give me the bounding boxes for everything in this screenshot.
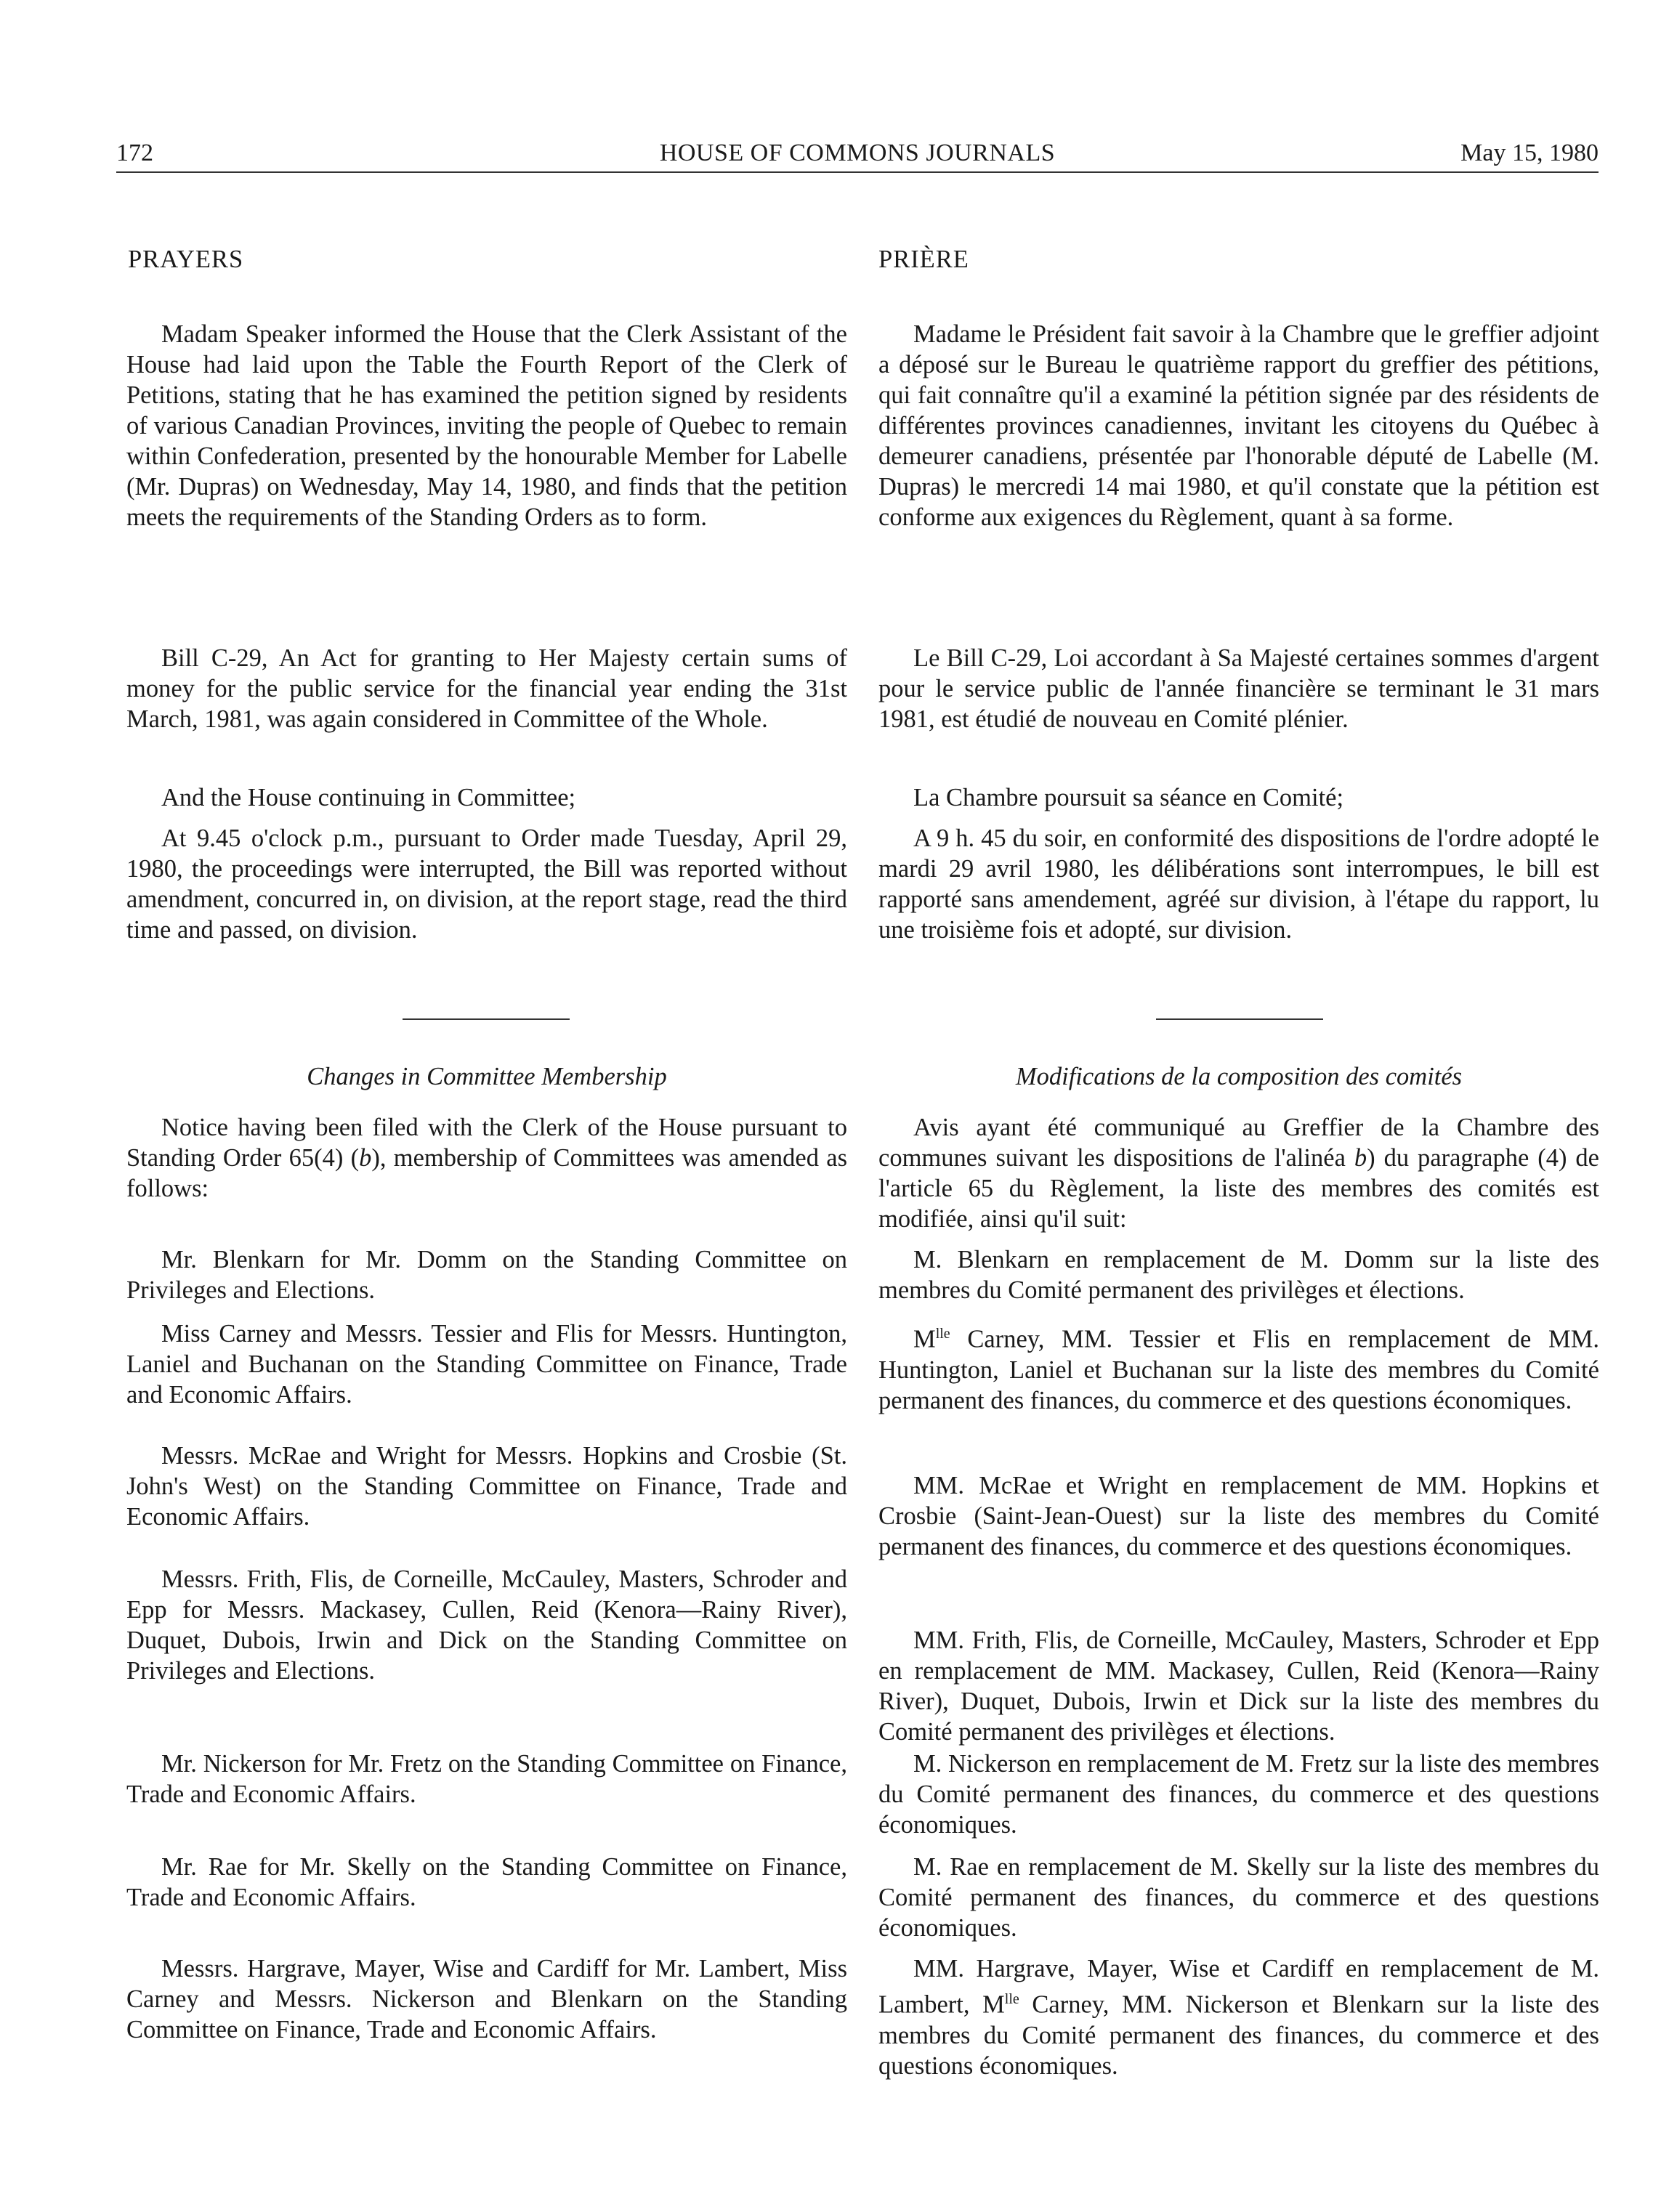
- prayers-heading: PRAYERS: [128, 246, 244, 273]
- membership-change-6-fr: M. Rae en remplacement de M. Skelly sur la liste des membres du Comité permanent des finances, du commerce et des questions économiques.: [878, 1853, 1599, 1942]
- proceedings-interrupted-paragraph-fr: A 9 h. 45 du soir, en conformité des dispositions de l'ordre adopté le mardi 29 avril 1980, les délibérations sont interrompues, le bill est rapporté sans amendement, agréé sur division, à l'étape du rapport, lu une troisième fois et adopté, sur division.: [878, 825, 1599, 944]
- notice-text-start: Notice having been filed with the Clerk of the House pursuant to Standing Order 65(4) (: [126, 1114, 847, 1172]
- membership-change-1-fr: M. Blenkarn en remplacement de M. Domm sur la liste des membres du Comité permanent des privilèges et élections.: [878, 1246, 1599, 1304]
- title-abbrev: M: [913, 1325, 936, 1353]
- notice-paragraph: [126, 1112, 847, 1204]
- page-date: May 15, 1980: [1460, 139, 1599, 166]
- membership-change-3-fr: MM. McRae et Wright en remplacement de MM. Hopkins et Crosbie (Saint-Jean-Ouest) sur la liste des membres du Comité permanent des finances, du commerce et des questions économiques.: [878, 1472, 1599, 1560]
- notice-clause-letter: b: [359, 1144, 372, 1172]
- membership-change-6: Mr. Rae for Mr. Skelly on the Standing Committee on Finance, Trade and Economic Affairs.: [126, 1853, 847, 1911]
- changes-heading-fr: Modifications de la composition des comités: [1015, 1063, 1463, 1090]
- page-number: 172: [116, 139, 153, 166]
- committee-continuing-paragraph-fr: La Chambre poursuit sa séance en Comité;: [913, 784, 1344, 811]
- membership-change-4: Messrs. Frith, Flis, de Corneille, McCauley, Masters, Schroder and Epp for Messrs. Mackasey, Cullen, Reid (Kenora—Rainy River), Duquet, Dubois, Irwin and Dick on the Standing Committee on Privileges and Elections.: [126, 1565, 847, 1685]
- membership-change-5: Mr. Nickerson for Mr. Fretz on the Standing Committee on Finance, Trade and Economic Affairs.: [126, 1750, 847, 1808]
- section-divider-fr: [1156, 1018, 1323, 1020]
- membership-change-5-fr: M. Nickerson en remplacement de M. Fretz sur la liste des membres du Comité permanent des finances, du commerce et des questions économiques.: [878, 1750, 1599, 1839]
- notice-text-end: ), membership of Committees was amended as follows:: [126, 1144, 847, 1202]
- membership-change-7-fr: [878, 1953, 1599, 2081]
- notice-text-start-fr: Avis ayant été communiqué au Greffier de la Chambre des communes suivant les dispositions de l'alinéa: [878, 1114, 1599, 1172]
- membership-change-3: Messrs. McRae and Wright for Messrs. Hopkins and Crosbie (St. John's West) on the Standing Committee on Finance, Trade and Economic Affairs.: [126, 1442, 847, 1531]
- membership-change-1: Mr. Blenkarn for Mr. Domm on the Standing Committee on Privileges and Elections.: [126, 1246, 847, 1304]
- notice-clause-letter-fr: b: [1354, 1144, 1367, 1172]
- english-column: [126, 0, 847, 2212]
- proceedings-interrupted-paragraph: At 9.45 o'clock p.m., pursuant to Order made Tuesday, April 29, 1980, the proceedings were interrupted, the Bill was reported without amendment, concurred in, on division, at the report stage, read the third time and passed, on division.: [126, 825, 847, 944]
- membership-change-2-fr: [878, 1318, 1599, 1416]
- committee-continuing-paragraph: And the House continuing in Committee;: [161, 784, 576, 811]
- section-divider: [403, 1018, 570, 1020]
- title-superscript: lle: [935, 1326, 950, 1342]
- bill-c29-paragraph: Bill C-29, An Act for granting to Her Majesty certain sums of money for the public service for the financial year ending the 31st March, 1981, was again considered in Committee of the Whole.: [126, 644, 847, 733]
- journal-title: HOUSE OF COMMONS JOURNALS: [659, 139, 1056, 166]
- notice-paragraph-fr: [878, 1112, 1599, 1234]
- membership-change-2: Miss Carney and Messrs. Tessier and Flis for Messrs. Huntington, Laniel and Buchanan on the Standing Committee on Finance, Trade and Economic Affairs.: [126, 1320, 847, 1409]
- speaker-petition-paragraph: Madam Speaker informed the House that the Clerk Assistant of the House had laid upon the Table the Fourth Report of the Clerk of Petitions, stating that he has examined the petition signed by residents of various Canadian Provinces, inviting the people of Quebec to remain within Confederation, presented by the honourable Member for Labelle (Mr. Dupras) on Wednesday, May 14, 1980, and finds that the petition meets the requirements of the Standing Orders as to form.: [126, 320, 847, 531]
- priere-heading: PRIÈRE: [878, 246, 969, 273]
- membership-change-2-text: Carney, MM. Tessier et Flis en remplacement de MM. Huntington, Laniel et Buchanan sur la liste des membres du Comité permanent des finances, du commerce et des questions économiques.: [878, 1325, 1599, 1414]
- bill-c29-paragraph-fr: Le Bill C-29, Loi accordant à Sa Majesté certaines sommes d'argent pour le service public de l'année financière se terminant le 31 mars 1981, est étudié de nouveau en Comité plénier.: [878, 644, 1599, 733]
- membership-change-7-start: MM. Hargrave, Mayer, Wise et Cardiff en remplacement de M. Lambert, M: [878, 1955, 1599, 2019]
- french-column: [878, 0, 1599, 2212]
- title-superscript-2: lle: [1004, 1991, 1019, 2007]
- president-petition-paragraph: Madame le Président fait savoir à la Chambre que le greffier adjoint a déposé sur le Bureau le quatrième rapport du greffier des pétitions, qui fait connaître qu'il a examiné la pétition signée par des résidents de différentes provinces canadiennes, invitant les citoyens du Québec à demeurer canadiens, présentée par l'honorable député de Labelle (M. Dupras) le mercredi 14 mai 1980, et qu'il constate que la pétition est conforme aux exigences du Règlement, quant à sa forme.: [878, 320, 1599, 531]
- changes-heading: Changes in Committee Membership: [307, 1063, 667, 1090]
- membership-change-7-end: Carney, MM. Nickerson et Blenkarn sur la liste des membres du Comité permanent des finances, du commerce et des questions économiques.: [878, 1990, 1599, 2080]
- membership-change-7: Messrs. Hargrave, Mayer, Wise and Cardiff for Mr. Lambert, Miss Carney and Messrs. Nickerson and Blenkarn on the Standing Committee on Finance, Trade and Economic Affairs.: [126, 1955, 847, 2043]
- notice-text-end-fr: ) du paragraphe (4) de l'article 65 du Règlement, la liste des membres des comités est modifiée, ainsi qu'il suit:: [878, 1144, 1599, 1233]
- membership-change-4-fr: MM. Frith, Flis, de Corneille, McCauley, Masters, Schroder et Epp en remplacement de MM. Mackasey, Cullen, Reid (Kenora—Rainy River), Duquet, Dubois, Irwin et Dick sur la liste des membres du Comité permanent des privilèges et élections.: [878, 1626, 1599, 1746]
